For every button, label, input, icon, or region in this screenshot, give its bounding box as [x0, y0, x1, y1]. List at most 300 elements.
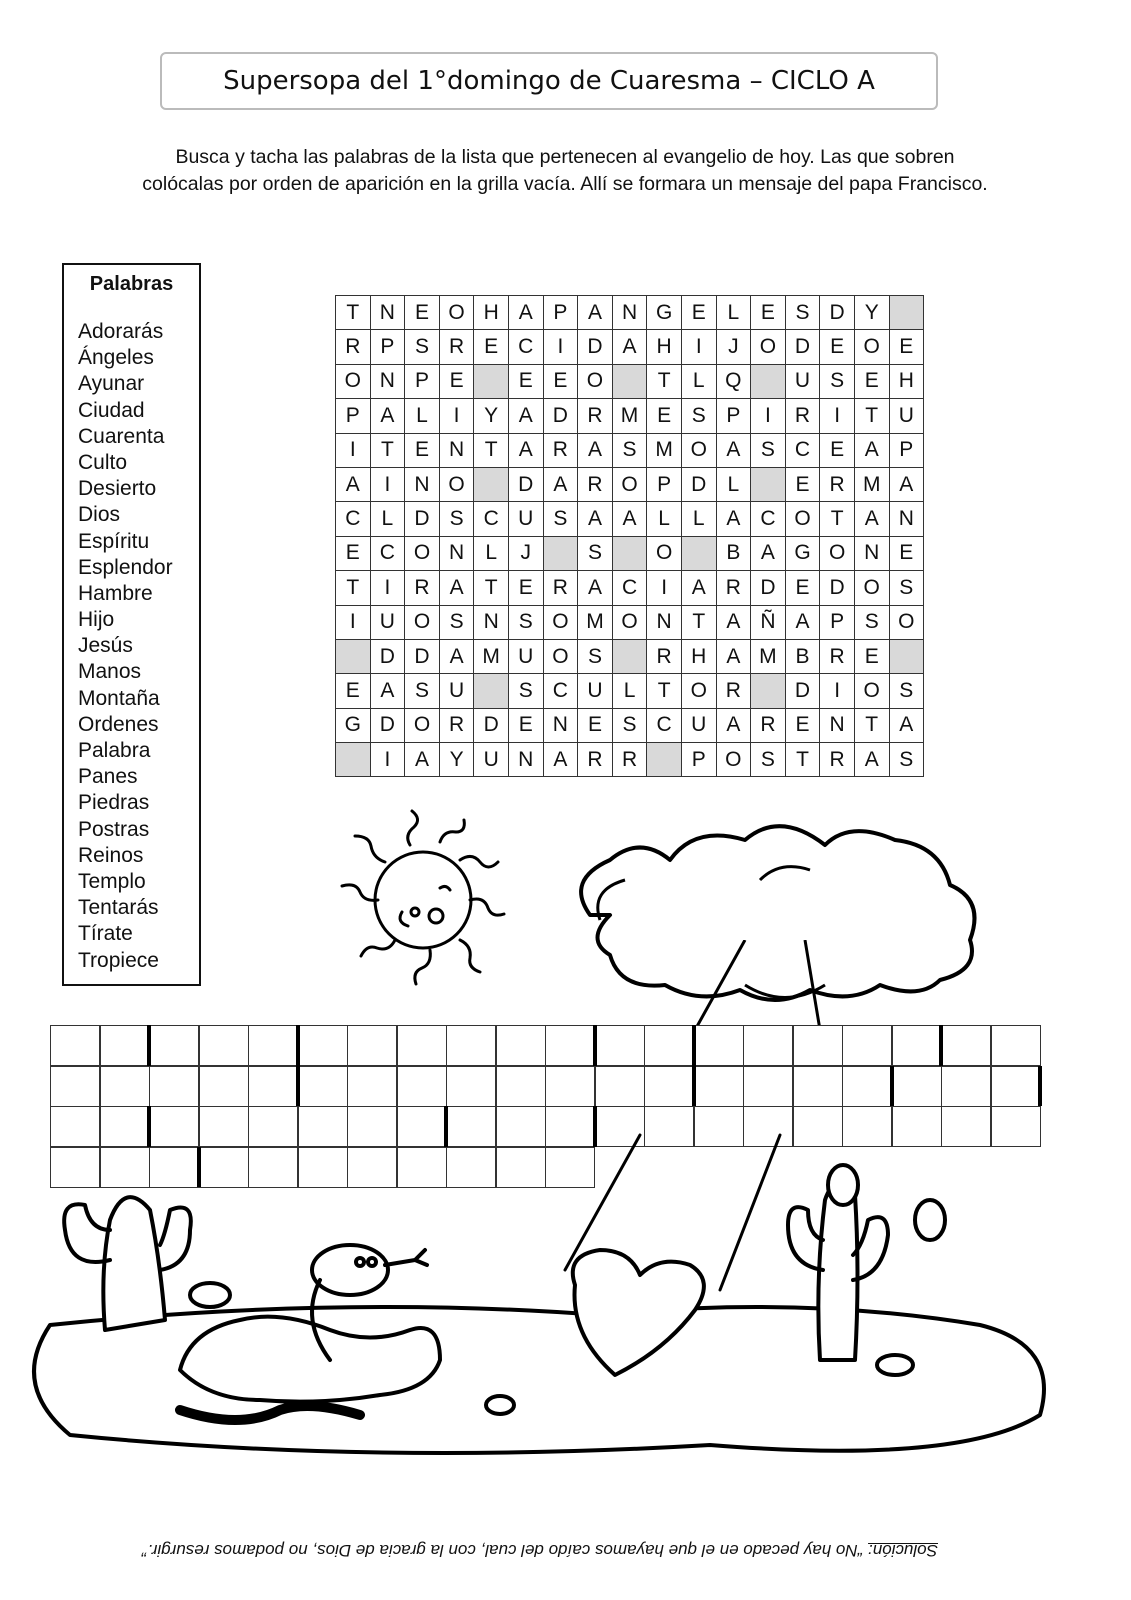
puzzle-cell[interactable]: E — [854, 639, 889, 673]
puzzle-cell[interactable]: S — [508, 605, 543, 639]
puzzle-cell[interactable]: R — [647, 639, 682, 673]
puzzle-cell[interactable]: B — [716, 536, 751, 570]
puzzle-cell[interactable]: U — [439, 674, 474, 708]
puzzle-cell[interactable]: M — [751, 639, 786, 673]
puzzle-cell[interactable]: P — [681, 743, 716, 777]
puzzle-cell[interactable]: S — [612, 433, 647, 467]
puzzle-cell[interactable]: A — [578, 296, 613, 330]
puzzle-cell[interactable]: N — [370, 296, 405, 330]
puzzle-cell[interactable]: E — [508, 708, 543, 742]
puzzle-cell[interactable]: S — [820, 364, 855, 398]
puzzle-cell[interactable]: I — [751, 399, 786, 433]
puzzle-cell[interactable]: A — [578, 571, 613, 605]
puzzle-cell[interactable]: O — [854, 330, 889, 364]
puzzle-cell[interactable]: R — [578, 399, 613, 433]
puzzle-cell[interactable]: S — [405, 330, 440, 364]
answer-cell[interactable] — [149, 1066, 199, 1107]
puzzle-cell[interactable]: T — [336, 571, 371, 605]
puzzle-cell[interactable]: D — [785, 674, 820, 708]
puzzle-cell[interactable]: A — [439, 639, 474, 673]
answer-cell[interactable] — [397, 1066, 447, 1107]
puzzle-cell[interactable]: A — [508, 399, 543, 433]
puzzle-cell[interactable]: S — [889, 571, 924, 605]
puzzle-cell[interactable]: Y — [854, 296, 889, 330]
puzzle-cell[interactable]: A — [370, 674, 405, 708]
puzzle-cell[interactable]: S — [508, 674, 543, 708]
answer-cell[interactable] — [694, 1066, 744, 1107]
puzzle-cell[interactable]: U — [889, 399, 924, 433]
puzzle-cell[interactable]: L — [681, 364, 716, 398]
puzzle-cell[interactable]: I — [336, 605, 371, 639]
puzzle-cell[interactable]: E — [336, 674, 371, 708]
answer-cell[interactable] — [793, 1025, 843, 1066]
puzzle-cell[interactable]: P — [405, 364, 440, 398]
puzzle-row — [336, 708, 924, 742]
puzzle-cell[interactable]: N — [439, 536, 474, 570]
puzzle-cell[interactable]: P — [716, 399, 751, 433]
answer-cell[interactable] — [248, 1025, 298, 1066]
puzzle-cell[interactable]: E — [647, 399, 682, 433]
puzzle-cell[interactable]: C — [370, 536, 405, 570]
word-list-item: Espíritu — [78, 529, 150, 553]
puzzle-cell[interactable]: L — [612, 674, 647, 708]
puzzle-cell[interactable]: M — [474, 639, 509, 673]
puzzle-cell[interactable]: C — [508, 330, 543, 364]
word-list-item: Templo — [78, 869, 146, 893]
puzzle-cell[interactable]: S — [889, 674, 924, 708]
puzzle-cell[interactable]: S — [439, 605, 474, 639]
puzzle-cell[interactable]: R — [336, 330, 371, 364]
puzzle-cell[interactable]: J — [508, 536, 543, 570]
puzzle-cell[interactable]: O — [612, 605, 647, 639]
puzzle-blank-cell[interactable] — [647, 743, 682, 777]
puzzle-cell[interactable]: T — [474, 433, 509, 467]
puzzle-blank-cell[interactable] — [474, 467, 509, 501]
puzzle-cell[interactable]: R — [785, 399, 820, 433]
puzzle-cell[interactable]: R — [439, 708, 474, 742]
puzzle-cell[interactable]: E — [785, 708, 820, 742]
puzzle-cell[interactable]: I — [681, 330, 716, 364]
puzzle-cell[interactable]: N — [474, 605, 509, 639]
answer-cell[interactable] — [545, 1066, 595, 1107]
puzzle-cell[interactable]: E — [681, 296, 716, 330]
puzzle-cell[interactable]: I — [370, 743, 405, 777]
answer-cell[interactable] — [694, 1025, 744, 1066]
puzzle-blank-cell[interactable] — [336, 743, 371, 777]
puzzle-cell[interactable]: A — [716, 502, 751, 536]
solution-label: Solución: — [868, 1541, 938, 1560]
puzzle-cell[interactable]: E — [405, 433, 440, 467]
puzzle-cell[interactable]: O — [647, 536, 682, 570]
puzzle-cell[interactable]: E — [578, 708, 613, 742]
puzzle-cell[interactable]: D — [578, 330, 613, 364]
puzzle-cell[interactable]: U — [508, 502, 543, 536]
puzzle-cell[interactable]: R — [820, 467, 855, 501]
puzzle-cell[interactable]: H — [681, 639, 716, 673]
puzzle-row — [336, 571, 924, 605]
puzzle-cell[interactable]: L — [474, 536, 509, 570]
puzzle-cell[interactable]: S — [543, 502, 578, 536]
puzzle-cell[interactable]: T — [370, 433, 405, 467]
puzzle-cell[interactable]: O — [681, 433, 716, 467]
puzzle-cell[interactable]: E — [889, 536, 924, 570]
puzzle-cell[interactable]: A — [751, 536, 786, 570]
puzzle-cell[interactable]: A — [889, 467, 924, 501]
puzzle-cell[interactable]: N — [854, 536, 889, 570]
puzzle-cell[interactable]: T — [681, 605, 716, 639]
answer-cell[interactable] — [50, 1066, 100, 1107]
puzzle-cell[interactable]: P — [647, 467, 682, 501]
puzzle-cell[interactable]: O — [405, 708, 440, 742]
puzzle-cell[interactable]: L — [716, 467, 751, 501]
puzzle-cell[interactable]: D — [820, 296, 855, 330]
puzzle-cell[interactable]: R — [820, 743, 855, 777]
puzzle-blank-cell[interactable] — [612, 364, 647, 398]
puzzle-cell[interactable]: O — [889, 605, 924, 639]
puzzle-blank-cell[interactable] — [474, 364, 509, 398]
answer-cell[interactable] — [842, 1066, 892, 1107]
word-list-box — [62, 263, 201, 986]
puzzle-cell[interactable]: P — [370, 330, 405, 364]
puzzle-cell[interactable]: L — [716, 296, 751, 330]
puzzle-cell[interactable]: N — [612, 296, 647, 330]
puzzle-cell[interactable]: Y — [439, 743, 474, 777]
puzzle-cell[interactable]: D — [508, 467, 543, 501]
puzzle-blank-cell[interactable] — [474, 674, 509, 708]
puzzle-cell[interactable]: A — [543, 467, 578, 501]
puzzle-cell[interactable]: A — [716, 433, 751, 467]
puzzle-cell[interactable]: S — [439, 502, 474, 536]
puzzle-cell[interactable]: R — [578, 743, 613, 777]
answer-cell[interactable] — [100, 1025, 150, 1066]
answer-cell[interactable] — [298, 1025, 348, 1066]
puzzle-blank-cell[interactable] — [751, 467, 786, 501]
answer-cell[interactable] — [199, 1066, 249, 1107]
puzzle-cell[interactable]: M — [612, 399, 647, 433]
puzzle-cell[interactable]: Y — [474, 399, 509, 433]
puzzle-cell[interactable]: A — [508, 433, 543, 467]
puzzle-cell[interactable]: O — [716, 743, 751, 777]
puzzle-cell[interactable]: U — [681, 708, 716, 742]
puzzle-cell[interactable]: O — [336, 364, 371, 398]
puzzle-cell[interactable]: C — [336, 502, 371, 536]
puzzle-cell[interactable]: I — [439, 399, 474, 433]
puzzle-cell[interactable]: U — [508, 639, 543, 673]
puzzle-cell[interactable]: M — [854, 467, 889, 501]
puzzle-cell[interactable]: N — [508, 743, 543, 777]
puzzle-cell[interactable]: A — [716, 639, 751, 673]
answer-cell[interactable] — [644, 1066, 694, 1107]
answer-cell[interactable] — [991, 1066, 1041, 1107]
puzzle-cell[interactable]: T — [474, 571, 509, 605]
puzzle-cell[interactable]: N — [889, 502, 924, 536]
puzzle-cell[interactable]: D — [751, 571, 786, 605]
puzzle-cell[interactable]: R — [439, 330, 474, 364]
puzzle-blank-cell[interactable] — [336, 639, 371, 673]
word-list-item: Dios — [78, 503, 121, 527]
puzzle-cell[interactable]: U — [785, 364, 820, 398]
puzzle-row — [336, 364, 924, 398]
puzzle-cell[interactable]: A — [854, 502, 889, 536]
puzzle-cell[interactable]: E — [336, 536, 371, 570]
puzzle-cell[interactable]: C — [647, 708, 682, 742]
answer-cell[interactable] — [397, 1025, 447, 1066]
puzzle-blank-cell[interactable] — [543, 536, 578, 570]
answer-cell[interactable] — [496, 1025, 546, 1066]
answer-cell[interactable] — [595, 1025, 645, 1066]
puzzle-cell[interactable]: S — [405, 674, 440, 708]
puzzle-blank-cell[interactable] — [612, 639, 647, 673]
puzzle-cell[interactable]: R — [405, 571, 440, 605]
puzzle-cell[interactable]: U — [578, 674, 613, 708]
puzzle-cell[interactable]: E — [820, 433, 855, 467]
answer-cell[interactable] — [100, 1066, 150, 1107]
answer-cell[interactable] — [595, 1066, 645, 1107]
puzzle-cell[interactable]: O — [854, 674, 889, 708]
puzzle-cell[interactable]: R — [716, 571, 751, 605]
puzzle-cell[interactable]: Ñ — [751, 605, 786, 639]
puzzle-cell[interactable]: L — [681, 502, 716, 536]
puzzle-cell[interactable]: D — [543, 399, 578, 433]
puzzle-cell[interactable]: N — [647, 605, 682, 639]
puzzle-cell[interactable]: J — [716, 330, 751, 364]
answer-cell[interactable] — [743, 1025, 793, 1066]
instructions — [60, 144, 1070, 198]
answer-cell[interactable] — [892, 1025, 942, 1066]
puzzle-cell[interactable]: E — [439, 364, 474, 398]
puzzle-cell[interactable]: A — [785, 605, 820, 639]
puzzle-cell[interactable]: E — [543, 364, 578, 398]
answer-cell[interactable] — [50, 1025, 100, 1066]
word-list-item: Ciudad — [78, 398, 145, 422]
puzzle-cell[interactable]: C — [543, 674, 578, 708]
word-list-item: Montaña — [78, 686, 160, 710]
puzzle-cell[interactable]: D — [405, 502, 440, 536]
puzzle-cell[interactable]: O — [751, 330, 786, 364]
answer-cell[interactable] — [892, 1066, 942, 1107]
puzzle-cell[interactable]: S — [889, 743, 924, 777]
puzzle-cell[interactable]: R — [578, 467, 613, 501]
puzzle-cell[interactable]: T — [854, 708, 889, 742]
puzzle-cell[interactable]: E — [889, 330, 924, 364]
puzzle-cell[interactable]: U — [474, 743, 509, 777]
puzzle-cell[interactable]: R — [820, 639, 855, 673]
answer-cell[interactable] — [793, 1066, 843, 1107]
puzzle-cell[interactable]: R — [543, 433, 578, 467]
puzzle-cell[interactable]: E — [751, 296, 786, 330]
puzzle-cell[interactable]: L — [405, 399, 440, 433]
puzzle-cell[interactable]: A — [543, 743, 578, 777]
puzzle-cell[interactable]: I — [820, 399, 855, 433]
puzzle-cell[interactable]: D — [785, 330, 820, 364]
puzzle-cell[interactable]: M — [578, 605, 613, 639]
puzzle-cell[interactable]: G — [647, 296, 682, 330]
puzzle-cell[interactable]: S — [751, 433, 786, 467]
puzzle-cell[interactable]: E — [508, 364, 543, 398]
puzzle-cell[interactable]: E — [508, 571, 543, 605]
puzzle-cell[interactable]: I — [820, 674, 855, 708]
puzzle-cell[interactable]: S — [612, 708, 647, 742]
puzzle-cell[interactable]: O — [681, 674, 716, 708]
sun-illustration — [290, 800, 530, 1000]
puzzle-cell[interactable]: T — [854, 399, 889, 433]
answer-cell[interactable] — [496, 1066, 546, 1107]
puzzle-blank-cell[interactable] — [751, 364, 786, 398]
puzzle-cell[interactable]: M — [647, 433, 682, 467]
answer-cell[interactable] — [743, 1066, 793, 1107]
word-separator — [593, 1025, 597, 1066]
puzzle-cell[interactable]: N — [820, 708, 855, 742]
puzzle-cell[interactable]: D — [370, 708, 405, 742]
answer-cell[interactable] — [347, 1025, 397, 1066]
puzzle-blank-cell[interactable] — [889, 296, 924, 330]
puzzle-cell[interactable]: P — [543, 296, 578, 330]
puzzle-cell[interactable]: L — [647, 502, 682, 536]
answer-cell[interactable] — [298, 1066, 348, 1107]
puzzle-cell[interactable]: D — [820, 571, 855, 605]
puzzle-cell[interactable]: D — [474, 708, 509, 742]
word-separator — [296, 1025, 300, 1066]
puzzle-blank-cell[interactable] — [612, 536, 647, 570]
puzzle-cell[interactable]: A — [716, 605, 751, 639]
puzzle-blank-cell[interactable] — [751, 674, 786, 708]
puzzle-cell[interactable]: A — [854, 743, 889, 777]
puzzle-cell[interactable]: P — [820, 605, 855, 639]
puzzle-cell[interactable]: E — [854, 364, 889, 398]
puzzle-cell[interactable]: O — [543, 605, 578, 639]
puzzle-cell[interactable]: E — [474, 330, 509, 364]
puzzle-blank-cell[interactable] — [681, 536, 716, 570]
puzzle-cell[interactable]: O — [578, 364, 613, 398]
puzzle-cell[interactable]: E — [785, 467, 820, 501]
puzzle-cell[interactable]: E — [785, 571, 820, 605]
puzzle-cell[interactable]: S — [854, 605, 889, 639]
puzzle-cell[interactable]: N — [543, 708, 578, 742]
puzzle-cell[interactable]: N — [405, 467, 440, 501]
puzzle-cell[interactable]: O — [543, 639, 578, 673]
puzzle-cell[interactable]: O — [405, 536, 440, 570]
word-list-item: Tentarás — [78, 896, 159, 920]
word-separator — [890, 1066, 894, 1107]
answer-cell[interactable] — [149, 1025, 199, 1066]
puzzle-cell[interactable]: A — [508, 296, 543, 330]
puzzle-cell[interactable]: I — [370, 571, 405, 605]
puzzle-cell[interactable]: A — [578, 433, 613, 467]
puzzle-cell[interactable]: S — [578, 536, 613, 570]
puzzle-cell[interactable]: O — [439, 467, 474, 501]
puzzle-cell[interactable]: D — [370, 639, 405, 673]
answer-cell[interactable] — [644, 1025, 694, 1066]
puzzle-cell[interactable]: D — [405, 639, 440, 673]
puzzle-cell[interactable]: C — [785, 433, 820, 467]
puzzle-cell[interactable]: C — [474, 502, 509, 536]
puzzle-cell[interactable]: U — [370, 605, 405, 639]
puzzle-cell[interactable]: A — [336, 467, 371, 501]
puzzle-cell[interactable]: R — [751, 708, 786, 742]
instructions-line-2: colócalas por orden de aparición en la grilla vacía. Allí se formara un mensaje del papa Francisco. — [142, 173, 988, 195]
puzzle-cell[interactable]: B — [785, 639, 820, 673]
puzzle-cell[interactable]: S — [785, 296, 820, 330]
puzzle-cell[interactable]: O — [854, 571, 889, 605]
puzzle-row — [336, 296, 924, 330]
puzzle-cell[interactable]: A — [854, 433, 889, 467]
puzzle-cell[interactable]: A — [612, 330, 647, 364]
puzzle-cell[interactable]: E — [820, 330, 855, 364]
puzzle-cell[interactable]: A — [716, 708, 751, 742]
puzzle-cell[interactable]: T — [647, 364, 682, 398]
puzzle-cell[interactable]: S — [751, 743, 786, 777]
answer-cell[interactable] — [941, 1066, 991, 1107]
puzzle-cell[interactable]: I — [336, 433, 371, 467]
puzzle-cell[interactable]: S — [578, 639, 613, 673]
puzzle-cell[interactable]: R — [543, 571, 578, 605]
puzzle-row — [336, 467, 924, 501]
puzzle-blank-cell[interactable] — [889, 639, 924, 673]
puzzle-cell[interactable]: O — [405, 605, 440, 639]
puzzle-cell[interactable]: D — [681, 467, 716, 501]
answer-cell[interactable] — [446, 1025, 496, 1066]
puzzle-cell[interactable]: O — [820, 536, 855, 570]
puzzle-cell[interactable]: H — [647, 330, 682, 364]
puzzle-cell[interactable]: O — [439, 296, 474, 330]
puzzle-cell[interactable]: T — [336, 296, 371, 330]
puzzle-cell[interactable]: S — [681, 399, 716, 433]
puzzle-cell[interactable]: P — [889, 433, 924, 467]
puzzle-cell[interactable]: A — [889, 708, 924, 742]
puzzle-cell[interactable]: C — [751, 502, 786, 536]
answer-cell[interactable] — [248, 1066, 298, 1107]
puzzle-cell[interactable]: H — [474, 296, 509, 330]
puzzle-cell[interactable]: A — [370, 399, 405, 433]
answer-cell[interactable] — [199, 1025, 249, 1066]
puzzle-cell[interactable]: A — [405, 743, 440, 777]
answer-cell[interactable] — [842, 1025, 892, 1066]
puzzle-cell[interactable]: O — [612, 467, 647, 501]
puzzle-cell[interactable]: R — [612, 743, 647, 777]
puzzle-cell[interactable]: A — [578, 502, 613, 536]
answer-cell[interactable] — [545, 1025, 595, 1066]
puzzle-cell[interactable]: C — [612, 571, 647, 605]
puzzle-cell[interactable]: Q — [716, 364, 751, 398]
puzzle-cell[interactable]: N — [439, 433, 474, 467]
puzzle-row — [336, 399, 924, 433]
puzzle-cell[interactable]: I — [370, 467, 405, 501]
answer-cell[interactable] — [941, 1025, 991, 1066]
puzzle-cell[interactable]: N — [370, 364, 405, 398]
puzzle-cell[interactable]: T — [785, 743, 820, 777]
puzzle-cell[interactable]: A — [612, 502, 647, 536]
puzzle-cell[interactable]: A — [439, 571, 474, 605]
puzzle-cell[interactable]: I — [647, 571, 682, 605]
puzzle-cell[interactable]: G — [336, 708, 371, 742]
answer-cell[interactable] — [347, 1066, 397, 1107]
puzzle-cell[interactable]: P — [336, 399, 371, 433]
puzzle-cell[interactable]: E — [405, 296, 440, 330]
puzzle-cell[interactable]: T — [820, 502, 855, 536]
puzzle-cell[interactable]: G — [785, 536, 820, 570]
puzzle-cell[interactable]: O — [785, 502, 820, 536]
puzzle-cell[interactable]: H — [889, 364, 924, 398]
puzzle-cell[interactable]: A — [681, 571, 716, 605]
puzzle-cell[interactable]: R — [716, 674, 751, 708]
puzzle-cell[interactable]: L — [370, 502, 405, 536]
puzzle-row — [336, 639, 924, 673]
answer-cell[interactable] — [446, 1066, 496, 1107]
puzzle-row — [336, 536, 924, 570]
answer-cell[interactable] — [991, 1025, 1041, 1066]
puzzle-cell[interactable]: I — [543, 330, 578, 364]
puzzle-cell[interactable]: T — [647, 674, 682, 708]
